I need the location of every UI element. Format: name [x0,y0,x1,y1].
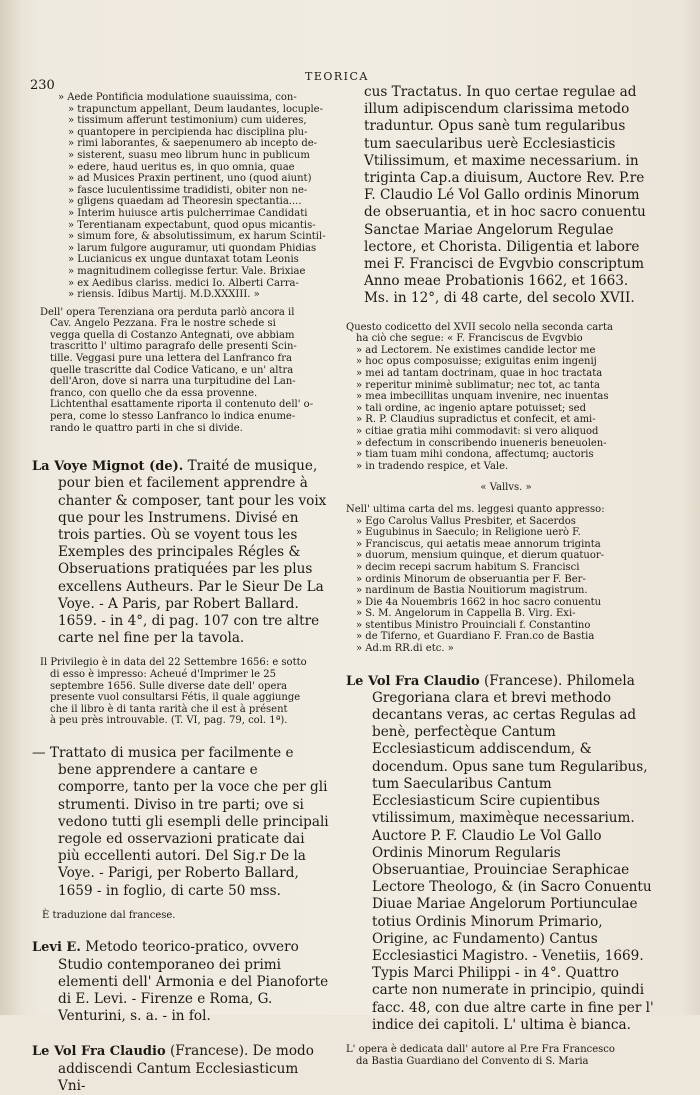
note-codicetto: Questo codicetto del XVII secolo nella seconda carta ha ciò che segue: « F. Franciscus de Evgvbio » ad Lectorem. Ne existimes candide lector me » hoc opus composuisse; exiguitas enim ingenij » mei ad tantam doctrinam, quae in hoc tractata » reperitur minimè sublimatur; nec tot, ac tanta » mea imbecillitas unquam invenire, nec inuentas » tali ordine, ac ingenio aptare potuisset; sed » R. P. Claudius supradictus et confecit, et ami- » citiae gratia mihi commodavit: si vero aliquod » defectum in conscribendo inueneris beneuolen- » tiam tuam mihi condona, affectumq; auctoris » in tradendo respice, et Vale. [346,321,613,472]
entry-levi [32,939,330,1025]
entry-text: Traité de musique, pour bien et facilement apprendre à chanter & composer, tant pour les voix que pour les Instrumens. Divisé en trois parties. Où se voyent tous les Exemples des principales Régles & Obseruations pratiquées par les plus excellens Autheurs. Par le Sieur De La Voye. - A Paris, par Robert Ballard. 1659. - in 4°, di pag. 107 con tre altre carte nel fine per la tavola. [58,458,327,647]
entry-text: (Francese). Philomela Gregoriana clara et brevi methodo decantans veras, ac certas Regulas ad benè, perfectèque Cantum Ecclesiasticum addiscendum, & docendum. Opus sane tum Regularibus, tum Saecularibus Cantum Ecclesiasticum Scire cupientibus vtilissimum, maximèque necessarium. Auctore P. F. Claudio Le Vol Gallo Ordinis Minorum Regularis Obseruantiae, Prouinciae Seraphicae Lectore Theologo, & (in Sacro Conuentu Diuae Mariae Angelorum Portiunculae totius Ordinis Minorum Primario, Origine, ac Fundamento) Cantus Ecclesiastici Magistro. - Venetiis, 1669. Typis Marci Philippi - in 4°. Quattro carte non numerate in principio, quindi facc. 48, con due altre carte in fine per l' indice dei capitoli. L' ultima è bianca. [372,672,654,1033]
entry-le-vol-1 [32,1043,330,1095]
note-terenziana: Dell' opera Terenziana ora perduta parlò ancora il Cav. Angelo Pezzana. Fra le nostre schede si vegga quella di Costanzo Antegnati, ove abbiam trascritto l' ultimo paragrafo delle presenti Scin- tille. Veggasi pure una lettera del Lanfranco fra quelle trascritte dal Codice Vaticano, e un' altra dell'Aron, dove si narra una turpitudine del Lan- franco, con quello che da essa provenne. Lichtenthal esattamente riporta il contenuto dell' o- pera, come lo stesso Lanfranco lo indica enume- rando le quattro parti in che si divide. [40,306,314,434]
entry-heading: La Voye Mignot (de). [32,459,184,475]
note-privilegio: Il Privilegio è in data del 22 Settembre 1656: e sotto di esso è impresso: Acheué d'Imprimer le 25 septembre 1656. Sulle diverse date dell' opera presente vuol consultarsi Fétis, il quale aggiunge che il libro è di tanta rarità che il est à présent à peu près introuvable. (T. VI, pag. 79, col. 1ª). [40,657,307,727]
page-gutter-shadow [0,0,22,1015]
entry-le-vol-continued: cus Tractatus. In quo certae regulae ad illum adipiscendum clarissima metodo traduntur. Opus sanè tum regularibus tum saecularibus uerè Ecclesiasticis Vtilissimum, et maxime necessarium. in triginta Cap.a diuisum, Auctore Rev. P.re F. Claudio Lé Vol Gallo ordinis Minorum de obseruantia, et in hoc sacro conuentu Sanctae Mariae Angelorum Regulae lectore, et Chorista. Diligentia et labore mei F. Francisci de Evgvbio conscriptum Anno meae Probationis 1662, et 1663. Ms. in 12°, di 48 carte, del secolo XVII. [364,84,646,307]
entry-text: (Francese). De modo addiscendi Cantum Ecclesiasticum Vni- [58,1043,314,1094]
entry-heading: Le Vol Fra Claudio [32,1044,166,1060]
entry-le-vol-2 [346,673,656,1034]
quote-block-dedication: » Aede Pontificia modulatione suauissima, con- » trapunctum appellant, Deum laudantes, locuple- » tissimum afferunt testimonium) cum uideres, » quantopere in percipienda hac disciplina plu- » rimi laborantes, & saepenumero ab incepto de- » sisterent, suasu meo librum hunc in publicum » edere, haud ueritus es, in quo omnia, quae » ad Musices Praxin pertinent, uno (quod aiunt) » fasce luculentissime tradidisti, obiter non ne- » gligens quaedam ad Theoresin spectantia.... » Interim huiusce artis pulcherrimae Candidati » Terentianam expectabunt, quod opus micantis- » simum fore, & absolutissimum, ex harum Scintil- » larum fulgore auguramur, uti quondam Phidias » Lucianicus ex ungue duntaxat totam Leonis » magnitudinem collegisse fertur. Vale. Brixiae » ex Aedibus clariss. medici Io. Alberti Carra- » riensis. Idibus Martij. M.D.XXXIII. » [58,92,326,301]
entry-text: Metodo teorico-pratico, ovvero Studio contemporaneo dei primi elementi dell' Armonia e del Pianoforte di E. Levi. - Firenze e Roma, G. Venturini, s. a. - in fol. [58,939,329,1025]
page-number: 230 [30,78,55,93]
note-ultima-carta: Nell' ultima carta del ms. leggesi quanto appresso: » Ego Carolus Vallus Presbiter, et Sacerdos » Eugubinus in Saeculo; in Religione uerò F. » Franciscus, qui aetatis meae annorum triginta » duorum, mensium quinque, et dierum quatuor- » decim recepi sacrum habitum S. Francisci » ordinis Minorum de obseruantia per F. Ber- » nardinum de Bastia Nouitiorum magistrum. » Die 4a Nouembris 1662 in hoc sacro conuentu » S. M. Angelorum in Cappella B. Virg. Exi- » stentibus Ministro Prouinciali f. Constantino » de Tiferno, et Guardiano F. Fran.co de Bastia » Ad.m RR.di etc. » [346,503,605,655]
page-edge-shadow [682,0,700,1015]
entry-la-voye-mignot [32,458,330,647]
left-column [32,92,330,1095]
entry-trattato: — Trattato di musica per facilmente e bene apprendere a cantare e comporre, tanto per la voce che per gli strumenti. Diviso in tre parti; ove si vedono tutti gli esempli delle principali regole ed osservazioni praticate dai più eccellenti autori. Del Sig.r De la Voye. - Parigi, per Roberto Ballard, 1659 - in foglio, di carte 50 mss. [32,745,329,899]
signature-vallus: « Vallvs. » [480,482,532,494]
right-column [346,84,656,1067]
note-traduzione: È traduzione dal francese. [42,909,176,921]
running-title: TEORICA [305,70,369,83]
entry-heading: Le Vol Fra Claudio [346,673,480,689]
entry-heading: Levi E. [32,940,81,956]
note-dedicata: L' opera è dedicata dall' autore al P.re Fra Francesco da Bastia Guardiano del Convento di S. Maria [346,1043,615,1067]
